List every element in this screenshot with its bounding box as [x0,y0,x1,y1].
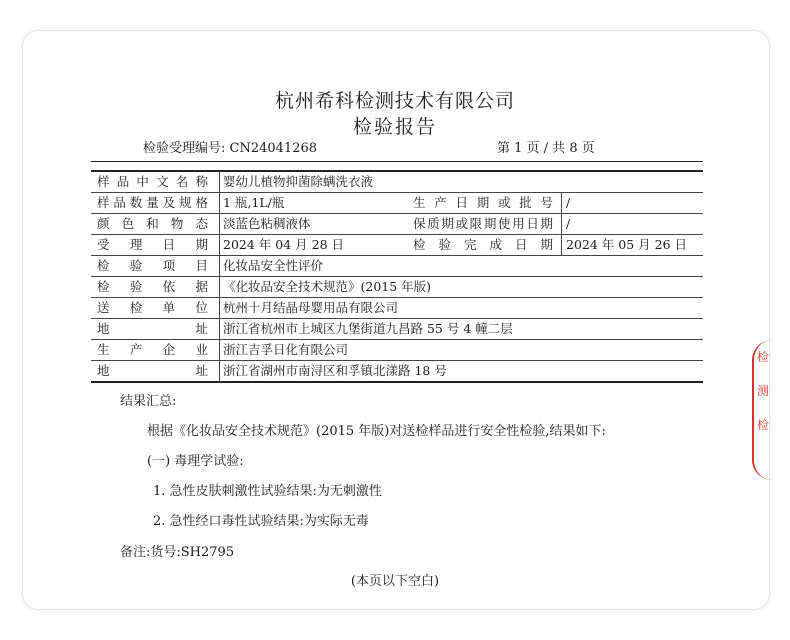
summary-heading: 结果汇总: [120,394,177,409]
table-row [91,256,703,277]
blank-note: (本页以下空白) [350,574,440,589]
row-value: 婴幼儿植物抑菌除螨洗衣液 [219,172,373,192]
official-seal [752,340,772,480]
accept-number-line [143,137,317,156]
row-label-2: 保质期或限期使用日期 [413,216,553,231]
row-label: 样品数量及规格 [97,195,208,210]
summary-intro: 根据《化妆品安全技术规范》(2015 年版)对送检样品进行安全性检验,结果如下: [147,424,606,439]
row-label: 样品中文名称 [97,174,208,189]
row-label: 检验依据 [97,279,208,294]
row-label: 受理日期 [97,237,208,252]
row-label: 地址 [97,363,208,378]
seal-char: 测 [756,384,769,398]
row-label-2: 检验完成日期 [413,237,553,252]
row-value: 浙江吉孚日化有限公司 [219,340,348,360]
row-value: 杭州十月结晶母婴用品有限公司 [219,298,398,318]
row-label: 检验项目 [97,258,208,273]
table-row [91,298,703,319]
report-title: 检验报告 [352,116,437,138]
result-item-1: 1. 急性皮肤刺激性试验结果:为无刺激性 [153,484,382,499]
table-row [91,235,703,256]
accept-number: CN24041268 [229,141,318,156]
tox-section-heading: (一) 毒理学试验: [147,454,244,469]
row-value-2: 2024 年 05 月 26 日 [561,235,687,255]
table-row [91,319,703,340]
row-value: 淡蓝色粘稠液体 [219,214,311,234]
seal-char: 检 [756,350,769,364]
table-row [91,340,703,361]
company-name: 杭州希科检测技术有限公司 [274,90,515,112]
sample-info-table [91,170,703,383]
row-value: 浙江省湖州市南浔区和孚镇北漾路 18 号 [219,361,447,381]
row-value-2: / [561,214,570,234]
row-value: 1 瓶,1L/瓶 [219,193,284,213]
table-row [91,361,703,383]
row-value: 浙江省杭州市上城区九堡街道九昌路 55 号 4 幢二层 [219,319,513,339]
page-info: 第 1 页 / 共 8 页 [497,141,595,156]
result-item-2: 2. 急性经口毒性试验结果:为实际无毒 [153,514,369,529]
table-row [91,172,703,193]
row-label: 送检单位 [97,300,208,315]
table-row [91,193,703,214]
divider [91,161,703,162]
seal-char: 检 [756,418,769,432]
row-value-2: / [561,193,570,213]
row-value: 化妆品安全性评价 [219,256,323,276]
table-row [91,277,703,298]
accept-number-label: 检验受理编号: [143,141,226,156]
row-label: 地址 [97,321,208,336]
row-value: 2024 年 04 月 28 日 [219,235,344,255]
row-value: 《化妆品安全技术规范》(2015 年版) [219,277,431,297]
table-row [91,214,703,235]
remark: 备注:货号:SH2795 [120,545,235,560]
row-label: 颜色和物态 [97,216,208,231]
row-label-2: 生产日期或批号 [413,195,553,210]
row-label: 生产企业 [97,342,208,357]
